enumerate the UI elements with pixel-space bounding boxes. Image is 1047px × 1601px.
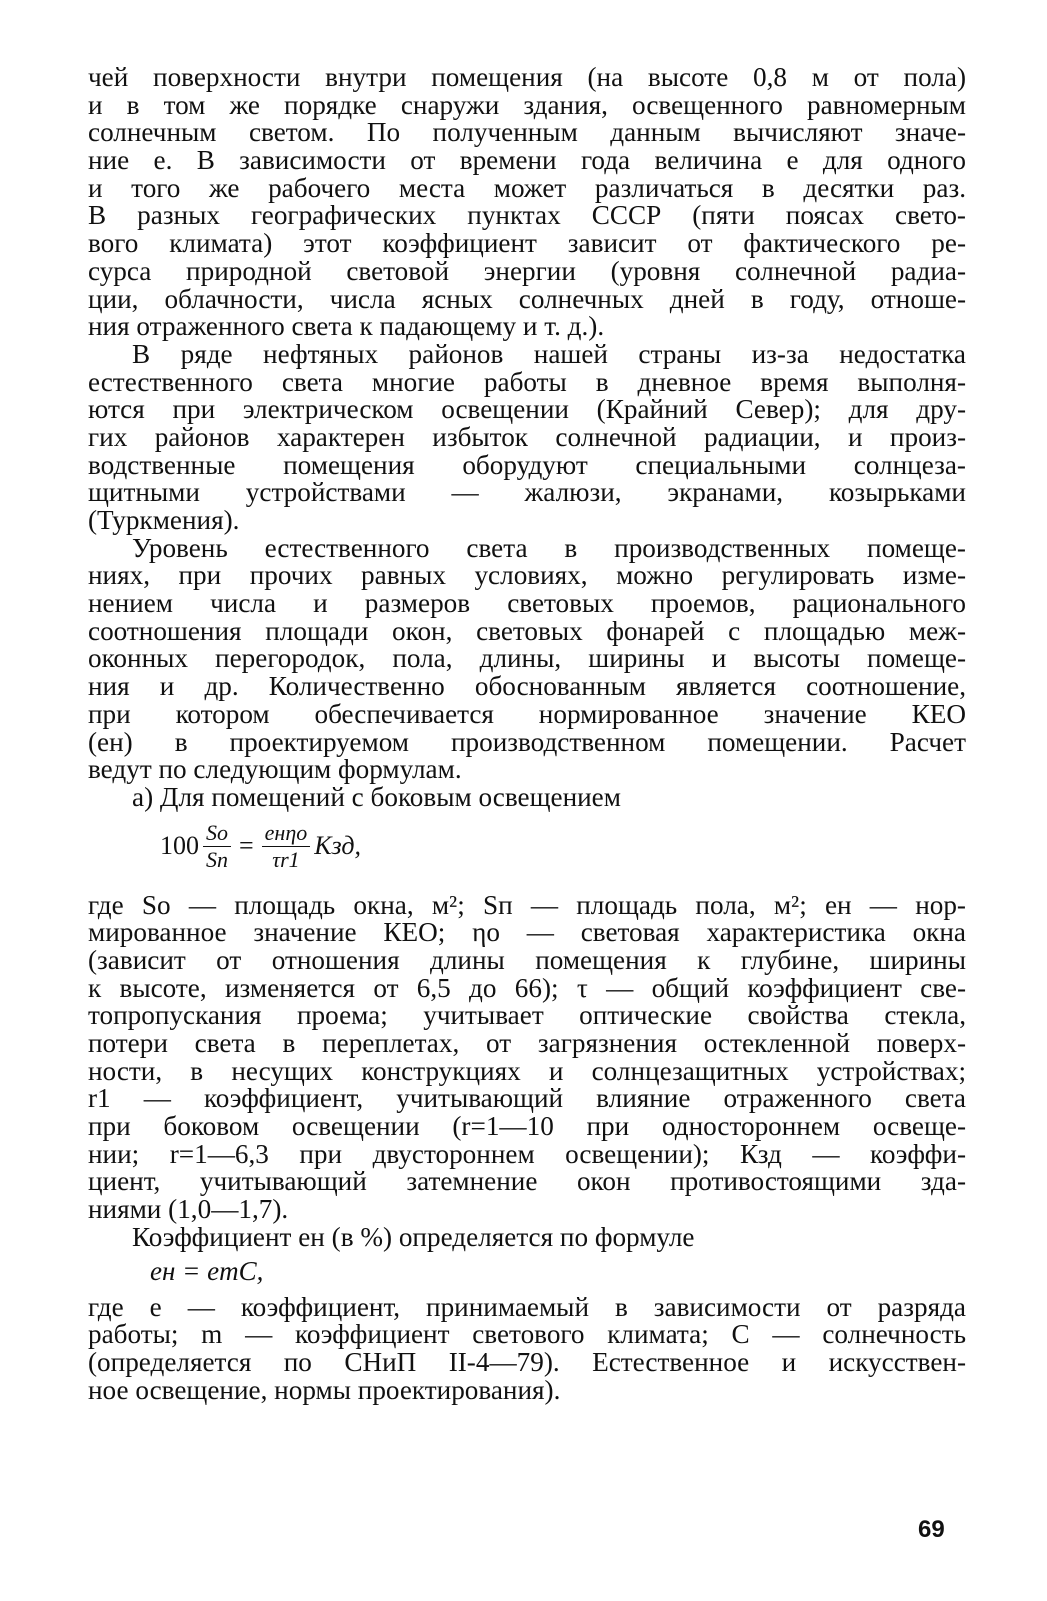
text-line: (Туркмения).: [88, 505, 240, 535]
text-line: мированное значение КЕО; ηо — световая характеристика окна: [88, 917, 966, 948]
text-line: при котором обеспечивается нормированное значение КЕО: [88, 698, 966, 729]
formula-keo-norm: ен = emC,: [150, 1255, 264, 1286]
text-line: водственные помещения оборудуют специальными солнцеза-: [88, 449, 966, 480]
text-line: вого климата) этот коэффициент зависит от фактического ре-: [88, 228, 966, 259]
text-line: (зависит от отношения длины помещения к глубине, ширины: [88, 944, 966, 975]
text-line: В разных географических пунктах СССР (пяти поясах свето-: [88, 200, 966, 231]
formula-side-lighting: [88, 818, 966, 888]
text-line: работы; m — коэффициент светового климата; С — солнечность: [88, 1319, 966, 1350]
text-line: естественного света многие работы в дневное время выполня-: [88, 366, 966, 397]
list-item-a: а) Для помещений с боковым освещением: [132, 781, 621, 812]
page-number: 69: [918, 1516, 945, 1543]
text-line: r1 — коэффициент, учитывающий влияние отраженного света: [88, 1083, 966, 1114]
text-line: солнечным светом. По полученным данным вычисляют значе-: [88, 117, 966, 148]
fraction-keo-ratio: [262, 820, 311, 873]
text-line: топропускания проема; учитывает оптические свойства стекла,: [88, 1000, 966, 1031]
text-line: чей поверхности внутри помещения (на высоте 0,8 м от пола): [88, 62, 966, 92]
paragraph-3: [88, 532, 966, 785]
text-line: (определяется по СНиП II-4—79). Естественное и искусствен-: [88, 1346, 966, 1377]
text-line: (ен) в проектируемом производственном помещении. Расчет: [88, 726, 966, 757]
text-line: и того же рабочего места может различаться в десятки раз.: [88, 172, 966, 203]
paragraph-5: Коэффициент ен (в %) определяется по формуле: [132, 1221, 695, 1252]
fraction-area-ratio: [203, 820, 231, 873]
text-line: Уровень естественного света в производственных помеще-: [132, 532, 966, 563]
text-line: при боковом освещении (r=1—10 при одностороннем освеще-: [88, 1111, 966, 1142]
text-line: ются при электрическом освещении (Крайний Север); для дру-: [88, 394, 966, 425]
text-line: гих районов характерен избыток солнечной радиации, и произ-: [88, 421, 966, 452]
paragraph-6: [88, 1291, 966, 1405]
text-line: ниями (1,0—1,7).: [88, 1194, 289, 1225]
text-line: ния и др. Количественно обоснованным является соотношение,: [88, 671, 966, 702]
paragraph-2: [88, 338, 966, 535]
paragraph-4: [88, 889, 966, 1225]
text-line: ное освещение, нормы проектирования).: [88, 1374, 561, 1405]
text-line: ния отраженного света к падающему и т. д.).: [88, 311, 605, 342]
text-line: щитными устройствами — жалюзи, экранами, козырьками: [88, 477, 966, 508]
text-line: где Sо — площадь окна, м²; Sп — площадь пола, м²; ен — нор-: [88, 889, 966, 920]
text-line: потери света в переплетах, от загрязнения остекленной поверх-: [88, 1028, 966, 1058]
text-line: В ряде нефтяных районов нашей страны из-за недостатка: [132, 338, 966, 369]
fraction-numerator: Sо: [203, 820, 231, 847]
text-line: оконных перегородок, пола, длины, ширины и высоты помеще-: [88, 643, 966, 674]
text-line: где е — коэффициент, принимаемый в зависимости от разряда: [88, 1291, 966, 1322]
text-line: ции, облачности, числа ясных солнечных дней в году, отноше-: [88, 283, 966, 314]
text-line: соотношения площади окон, световых фонарей с площадью меж-: [88, 615, 966, 646]
equals-sign: =: [239, 831, 254, 861]
fraction-denominator: τr1: [272, 846, 300, 872]
fraction-numerator: енηо: [262, 820, 311, 847]
text-line: к высоте, изменяется от 6,5 до 66); τ — общий коэффициент све-: [88, 972, 966, 1003]
page-body: [88, 64, 966, 1404]
text-line: и в том же порядке снаружи здания, освещенного равномерным: [88, 89, 966, 120]
formula-factor: Кзд,: [314, 831, 361, 861]
text-line: циент, учитывающий затемнение окон противостоящими зда-: [88, 1166, 966, 1197]
fraction-denominator: Sп: [206, 846, 228, 872]
text-line: ведут по следующим формулам.: [88, 754, 462, 785]
text-line: ности, в несущих конструкциях и солнцезащитных устройствах;: [88, 1055, 966, 1086]
text-line: ние е. В зависимости от времени года величина е для одного: [88, 145, 966, 176]
text-line: нением числа и размеров световых проемов, рационального: [88, 588, 966, 619]
text-line: сурса природной световой энергии (уровня солнечной радиа-: [88, 255, 966, 286]
formula-coefficient: 100: [160, 831, 199, 861]
text-line: нии; r=1—6,3 при двустороннем освещении); Кзд — коэффи-: [88, 1138, 966, 1169]
text-line: ниях, при прочих равных условиях, можно регулировать изме-: [88, 560, 966, 591]
paragraph-1: [88, 64, 966, 341]
